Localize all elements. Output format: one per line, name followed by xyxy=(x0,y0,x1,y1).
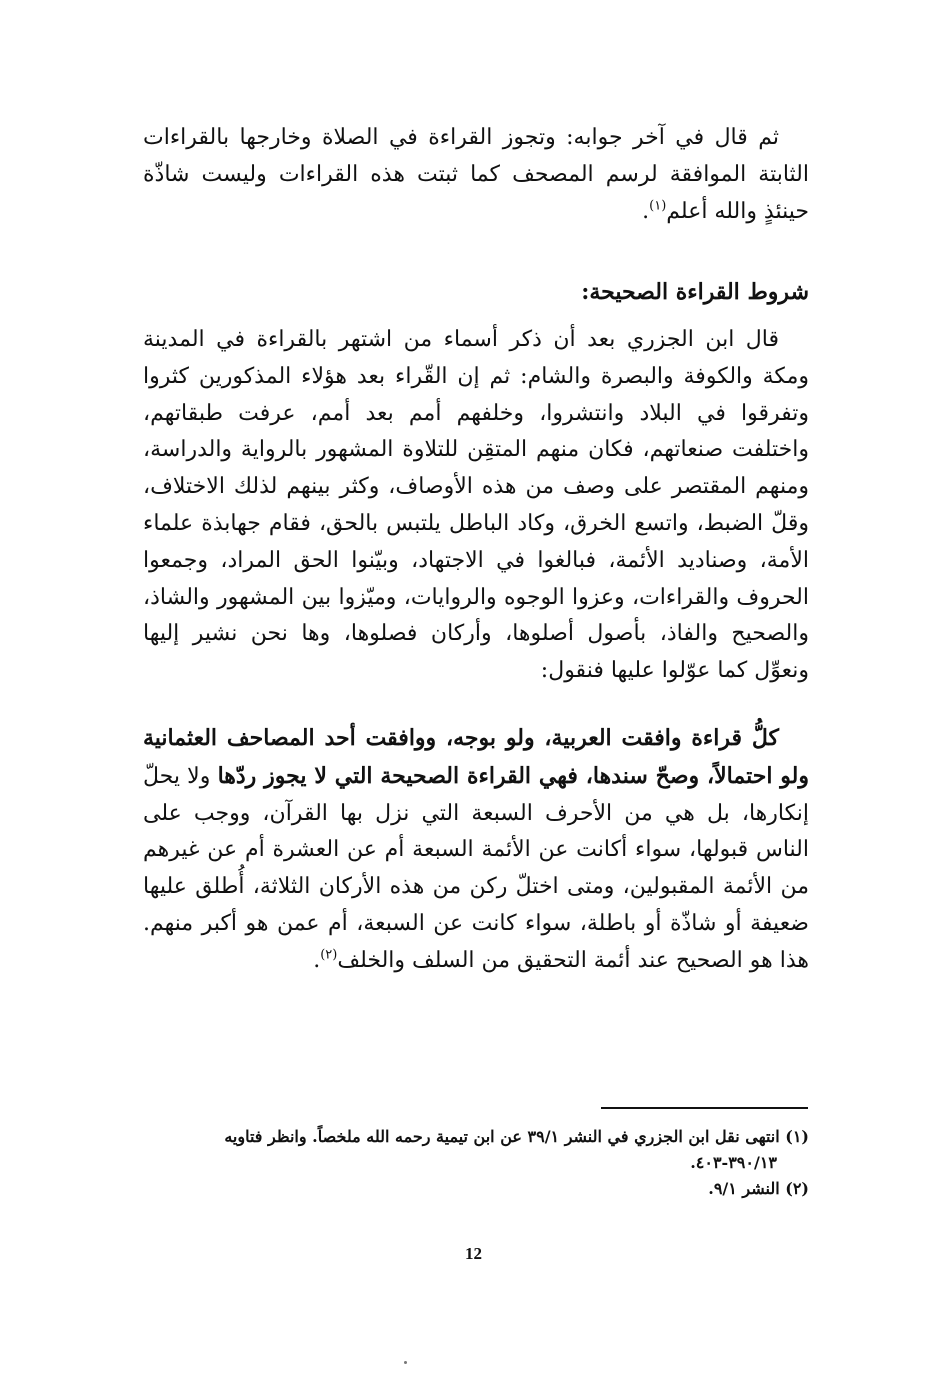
page-number: 12 xyxy=(465,1244,482,1263)
scan-speck xyxy=(404,1361,407,1364)
paragraph-3 xyxy=(143,720,809,980)
paragraph-2-text: قال ابن الجزري بعد أن ذكر أسماء من اشتهر بالقراءة في المدينة ومكة والكوفة والبصرة والشام: ثم إن القّراء بعد هؤلاء المذكورين كثروا وتفرقوا في البلاد وانتشروا، وخلفهم أمم بعد أمم، عرفت طبقاتهم، واختلفت صنعاتهم، فكان منهم المتقِن للتلاوة المشهور بالرواية والدراسة، ومنهم المقتصر على وصف من هذه الأوصاف، وكثر بينهم لذلك الاختلاف، وقلّ الضبط، واتسع الخرق، وكاد الباطل يلتبس بالحق، فقام جهابذة علماء الأمة، وصناديد الأئمة، فبالغوا في الاجتهاد، وبيّنوا الحق المراد، وجمعوا الحروف والقراءات، وعزوا الوجوه والروايات، وميّزوا بين المشهور والشاذ، والصحيح والفاذ، بأصول أصلوها، وأركان فصلوها، وها نحن نشير إليها ونعوِّل كما عوّلوا عليها فنقول: xyxy=(143,327,809,684)
footnote-1-line-2: ٣٩٠/١٣-٤٠٣. xyxy=(690,1153,777,1172)
paragraph-1-end: . xyxy=(642,198,650,224)
footnotes xyxy=(143,1124,809,1202)
paragraph-3-text: ولا يحلّ إنكارها، بل هي من الأحرف السبعة التي نزل بها القرآن، ووجب على الناس قبولها، سواء أكانت عن الأئمة السبعة أم عن العشرة أم عن غيرهم من الأئمة المقبولين، ومتى اختلّ ركن من هذه الأركان الثلاثة، أُطلق عليها ضعيفة أو شاذّة أو باطلة، سواء كانت عن السبعة، أم عمن هو أكبر منهم. هذا هو الصحيح عند أئمة التحقيق من السلف والخلف xyxy=(143,763,809,973)
footnote-1-line-1: (١) انتهى نقل ابن الجزري في النشر ٣٩/١ عن ابن تيمية رحمه الله ملخصاً. وانظر فتاويه xyxy=(224,1127,809,1146)
footnote-2: (٢) النشر ٩/١. xyxy=(708,1179,809,1198)
rule-statement: كلُّ قراءة وافقت العربية، ولو بوجه، ووافقت أحد المصاحف العثمانية ولو احتمالاً، وصحّ سندها، فهي القراءة الصحيحة التي لا يجوز ردّها xyxy=(143,725,809,789)
section-heading: شروط القراءة الصحيحة: xyxy=(581,279,809,305)
paragraph-2 xyxy=(143,322,809,690)
footnote-separator xyxy=(601,1107,808,1109)
paragraph-1-text: ثم قال في آخر جوابه: وتجوز القراءة في الصلاة وخارجها بالقراءات الثابتة الموافقة لرسم المصحف كما ثبتت هذه القراءات وليست شاذّة حينئذٍ والله أعلم xyxy=(143,125,809,224)
footnote-mark-1[interactable]: (١) xyxy=(649,198,667,214)
paragraph-1 xyxy=(143,120,809,230)
footnote-mark-2[interactable]: (٢) xyxy=(320,947,338,963)
paragraph-3-end: . xyxy=(313,947,321,973)
